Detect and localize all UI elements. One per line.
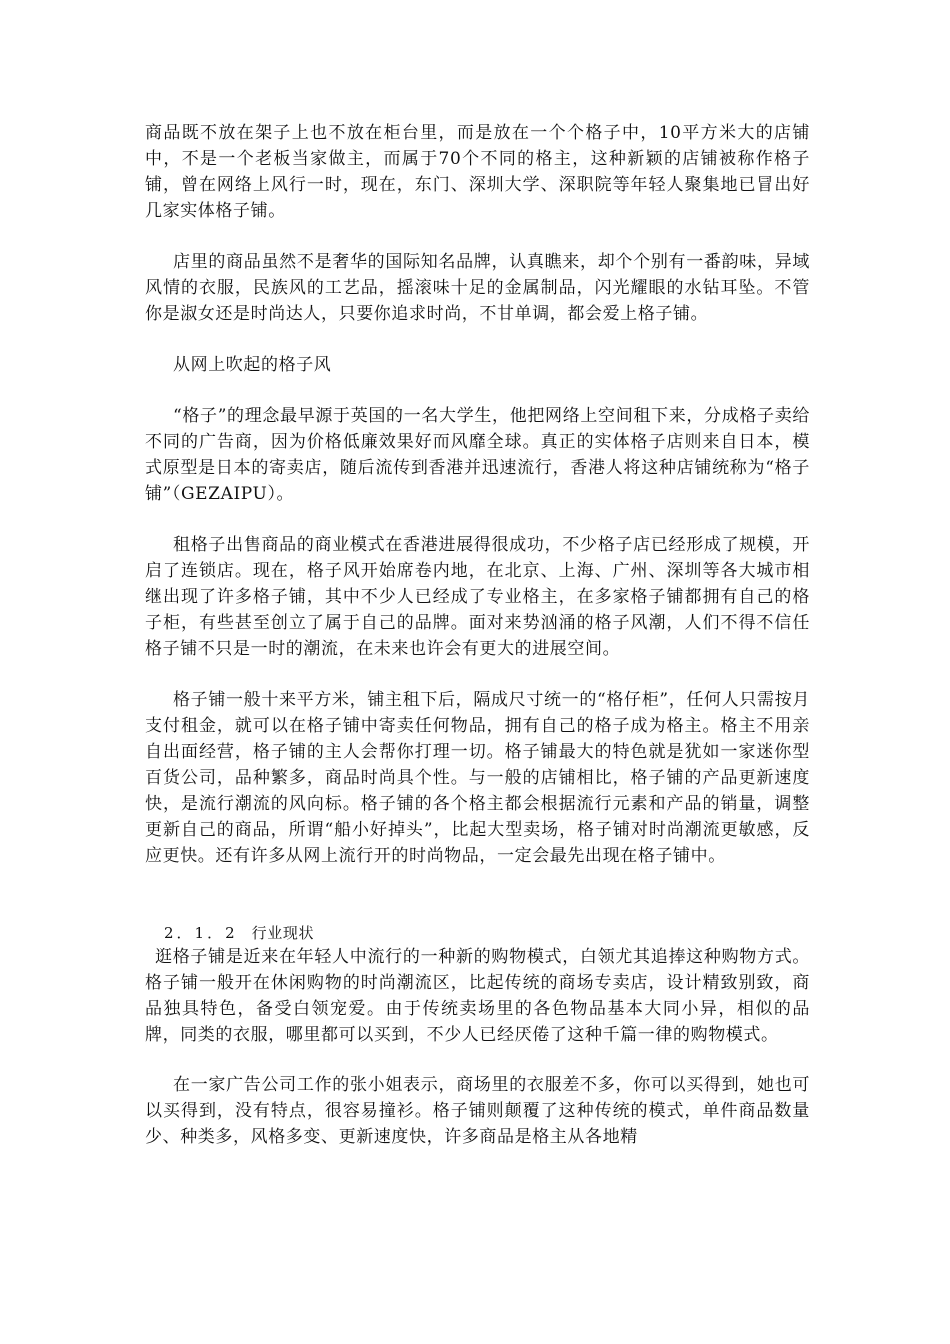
paragraph-5: 格子铺一般十来平方米，铺主租下后，隔成尺寸统一的“格仔柜”，任何人只需按月支付租金，就可以在格子铺中寄卖任何物品，拥有自己的格子成为格主。格主不用亲自出面经营，格子铺的主人会帮你打理一切。格子铺最大的特色就是犹如一家迷你型百货公司，品种繁多，商品时尚具个性。与一般的店铺相比，格子铺的产品更新速度快，是流行潮流的风向标。格子铺的各个格主都会根据流行元素和产品的销量，调整更新自己的商品，所谓“船小好掉头”，比起大型卖场，格子铺对时尚潮流更敏感，反应更快。还有许多从网上流行开的时尚物品，一定会最先出现在格子铺中。 xyxy=(145,690,810,866)
paragraph-4: 租格子出售商品的商业模式在香港进展得很成功，不少格子店已经形成了规模，开启了连锁店。现在，格子风开始席卷内地，在北京、上海、广州、深圳等各大城市相继出现了许多格子铺，其中不少人已经成了专业格主，在多家格子铺都拥有自己的格子柜，有些甚至创立了属于自己的品牌。面对来势汹涌的格子风潮，人们不得不信任格子铺不只是一时的潮流，在未来也许会有更大的进展空间。 xyxy=(145,535,810,659)
section-number: 2．1．2 xyxy=(164,924,238,942)
paragraph-6: 逛格子铺是近来在年轻人中流行的一种新的购物模式，白领尤其追捧这种购物方式。格子铺一般开在休闲购物的时尚潮流区，比起传统的商场专卖店，设计精致别致，商品独具特色，备受白领宠爱。由于传统卖场里的各色物品基本大同小异，相似的品牌，同类的衣服，哪里都可以买到，不少人已经厌倦了这种千篇一律的购物模式。 xyxy=(145,947,810,1045)
document-page xyxy=(145,120,810,1175)
section-heading xyxy=(145,922,810,944)
section-title: 行业现状 xyxy=(251,924,315,942)
subheading-grid-trend: 从网上吹起的格子风 xyxy=(173,355,332,375)
paragraph-3: “格子”的理念最早源于英国的一名大学生，他把网络上空间租下来，分成格子卖给不同的广告商，因为价格低廉效果好而风靡全球。真正的实体格子店则来自日本，模式原型是日本的寄卖店，随后流传到香港并迅速流行，香港人将这种店铺统称为“格子铺”（GEZAIPU）。 xyxy=(145,406,810,504)
paragraph-1: 商品既不放在架子上也不放在柜台里，而是放在一个个格子中，10平方米大的店铺中，不是一个老板当家做主，而属于70个不同的格主，这种新颖的店铺被称作格子铺，曾在网络上风行一时，现在，东门、深圳大学、深职院等年轻人聚集地已冒出好几家实体格子铺。 xyxy=(145,123,810,221)
paragraph-2: 店里的商品虽然不是奢华的国际知名品牌，认真瞧来，却个个别有一番韵味，异域风情的衣服，民族风的工艺品，摇滚味十足的金属制品，闪光耀眼的水钻耳坠。不管你是淑女还是时尚达人，只要你追求时尚，不甘单调，都会爱上格子铺。 xyxy=(145,252,810,324)
paragraph-7: 在一家广告公司工作的张小姐表示，商场里的衣服差不多，你可以买得到，她也可以买得到，没有特点，很容易撞衫。格子铺则颠覆了这种传统的模式，单件商品数量少、种类多，风格多变、更新速度快，许多商品是格主从各地精 xyxy=(145,1075,810,1147)
